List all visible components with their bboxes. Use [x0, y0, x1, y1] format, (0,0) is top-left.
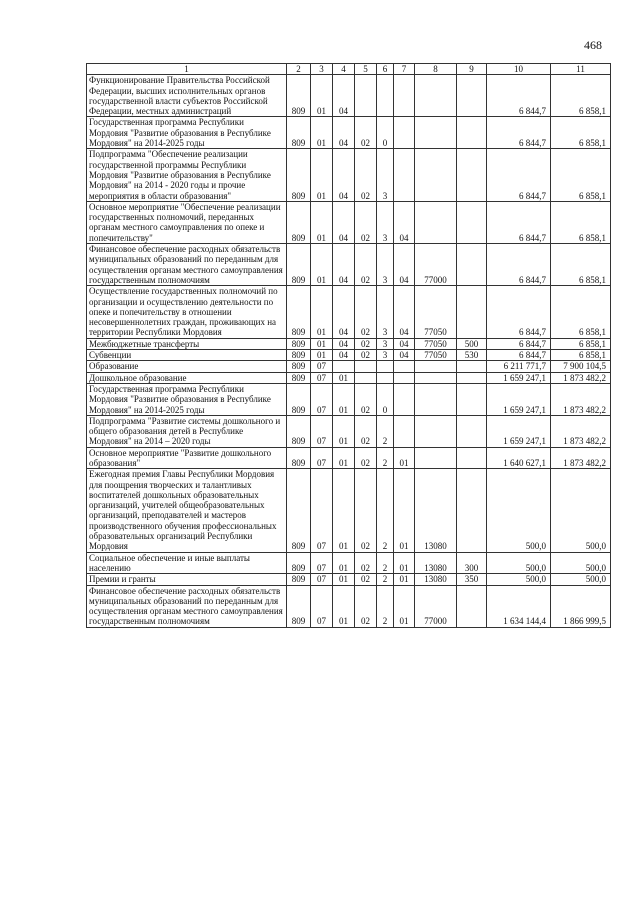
gr-code: 809 — [287, 338, 311, 349]
gr-code: 809 — [287, 201, 311, 243]
event-code — [394, 383, 415, 415]
amount-year-2: 1 873 482,2 — [551, 447, 611, 469]
program-code: 02 — [355, 338, 377, 349]
pr-code: 01 — [333, 552, 355, 574]
program-code — [355, 372, 377, 383]
row-name: Основное мероприятие "Обеспечение реализации государственных полномочий, переданных органам местного самоуправления по опеке и попечительству" — [87, 201, 287, 243]
subprogram-code: 2 — [377, 585, 394, 627]
gr-code: 809 — [287, 415, 311, 447]
amount-year-2: 500,0 — [551, 574, 611, 585]
amount-year-2: 6 858,1 — [551, 244, 611, 286]
direction-code — [415, 149, 457, 201]
gr-code: 809 — [287, 574, 311, 585]
vr-code — [457, 447, 487, 469]
column-header: 2 — [287, 64, 311, 75]
table-row — [87, 552, 611, 574]
direction-code: 13080 — [415, 552, 457, 574]
program-code: 02 — [355, 552, 377, 574]
table-row — [87, 383, 611, 415]
amount-year-2: 500,0 — [551, 469, 611, 552]
column-header: 11 — [551, 64, 611, 75]
direction-code: 13080 — [415, 469, 457, 552]
pr-code — [333, 361, 355, 372]
direction-code — [415, 372, 457, 383]
direction-code — [415, 117, 457, 149]
table-row — [87, 469, 611, 552]
vr-code — [457, 201, 487, 243]
program-code: 02 — [355, 383, 377, 415]
amount-year-1: 6 844,7 — [487, 149, 551, 201]
row-name: Дошкольное образование — [87, 372, 287, 383]
amount-year-2: 500,0 — [551, 552, 611, 574]
direction-code: 77050 — [415, 338, 457, 349]
program-code: 02 — [355, 117, 377, 149]
pr-code: 01 — [333, 415, 355, 447]
column-header: 6 — [377, 64, 394, 75]
pr-code: 01 — [333, 574, 355, 585]
rz-code: 01 — [311, 201, 333, 243]
amount-year-2: 1 873 482,2 — [551, 383, 611, 415]
table-header-row — [87, 64, 611, 75]
pr-code: 01 — [333, 372, 355, 383]
table-row — [87, 361, 611, 372]
amount-year-2: 6 858,1 — [551, 338, 611, 349]
pr-code: 04 — [333, 117, 355, 149]
subprogram-code: 3 — [377, 286, 394, 338]
amount-year-1: 1 659 247,1 — [487, 415, 551, 447]
rz-code: 07 — [311, 574, 333, 585]
program-code: 02 — [355, 447, 377, 469]
vr-code: 350 — [457, 574, 487, 585]
rz-code: 01 — [311, 117, 333, 149]
table-row — [87, 201, 611, 243]
vr-code — [457, 244, 487, 286]
table-row — [87, 149, 611, 201]
amount-year-1: 6 844,7 — [487, 117, 551, 149]
program-code — [355, 361, 377, 372]
subprogram-code: 3 — [377, 338, 394, 349]
subprogram-code — [377, 75, 394, 117]
program-code: 02 — [355, 574, 377, 585]
subprogram-code: 3 — [377, 350, 394, 361]
rz-code: 07 — [311, 415, 333, 447]
amount-year-1: 6 844,7 — [487, 286, 551, 338]
event-code: 04 — [394, 350, 415, 361]
direction-code — [415, 415, 457, 447]
subprogram-code: 3 — [377, 149, 394, 201]
program-code: 02 — [355, 585, 377, 627]
program-code: 02 — [355, 149, 377, 201]
subprogram-code: 3 — [377, 244, 394, 286]
gr-code: 809 — [287, 552, 311, 574]
vr-code — [457, 415, 487, 447]
event-code: 01 — [394, 552, 415, 574]
event-code — [394, 75, 415, 117]
row-name: Финансовое обеспечение расходных обязательств муниципальных образований по переданным для осуществления органам местного самоуправления государственным полномочиям — [87, 585, 287, 627]
vr-code — [457, 117, 487, 149]
amount-year-1: 500,0 — [487, 469, 551, 552]
gr-code: 809 — [287, 117, 311, 149]
row-name: Ежегодная премия Главы Республики Мордовия для поощрения творческих и талантливых воспитателей дошкольных образовательных организаций, учителей общеобразовательных организаций, преподавателей и мастеров производственного обучения профессиональных образовательных организаций Республики Мордовия — [87, 469, 287, 552]
pr-code: 04 — [333, 244, 355, 286]
row-name: Подпрограмма "Обеспечение реализации государственной программы Республики Мордовия "Развитие образования в Республике Мордовия" на 2014 - 2020 годы и прочие мероприятия в области образования" — [87, 149, 287, 201]
row-name: Подпрограмма "Развитие системы дошкольного и общего образования детей в Республике Мордовия" на 2014 – 2020 годы — [87, 415, 287, 447]
vr-code — [457, 75, 487, 117]
subprogram-code: 2 — [377, 574, 394, 585]
vr-code — [457, 149, 487, 201]
vr-code: 530 — [457, 350, 487, 361]
amount-year-2: 6 858,1 — [551, 201, 611, 243]
direction-code: 77000 — [415, 585, 457, 627]
program-code: 02 — [355, 415, 377, 447]
column-header: 10 — [487, 64, 551, 75]
event-code: 01 — [394, 585, 415, 627]
table-row — [87, 286, 611, 338]
amount-year-2: 6 858,1 — [551, 286, 611, 338]
amount-year-1: 1 640 627,1 — [487, 447, 551, 469]
amount-year-2: 6 858,1 — [551, 75, 611, 117]
event-code: 01 — [394, 469, 415, 552]
event-code: 04 — [394, 338, 415, 349]
column-header: 1 — [87, 64, 287, 75]
table-row — [87, 75, 611, 117]
direction-code — [415, 383, 457, 415]
gr-code: 809 — [287, 75, 311, 117]
gr-code: 809 — [287, 286, 311, 338]
event-code: 04 — [394, 244, 415, 286]
rz-code: 01 — [311, 244, 333, 286]
row-name: Субвенции — [87, 350, 287, 361]
amount-year-1: 6 844,7 — [487, 244, 551, 286]
amount-year-1: 500,0 — [487, 552, 551, 574]
pr-code: 04 — [333, 149, 355, 201]
subprogram-code: 2 — [377, 447, 394, 469]
gr-code: 809 — [287, 244, 311, 286]
table-row — [87, 415, 611, 447]
subprogram-code — [377, 372, 394, 383]
rz-code: 01 — [311, 350, 333, 361]
direction-code: 77050 — [415, 286, 457, 338]
pr-code: 04 — [333, 75, 355, 117]
event-code — [394, 117, 415, 149]
program-code: 02 — [355, 469, 377, 552]
table-row — [87, 338, 611, 349]
amount-year-2: 6 858,1 — [551, 149, 611, 201]
table-row — [87, 574, 611, 585]
row-name: Осуществление государственных полномочий по организации и осуществлению деятельности по опеке и попечительству в отношении несовершеннолетних граждан, проживающих на территории Республики Мордовия — [87, 286, 287, 338]
rz-code: 07 — [311, 383, 333, 415]
amount-year-2: 6 858,1 — [551, 117, 611, 149]
row-name: Межбюджетные трансферты — [87, 338, 287, 349]
budget-table — [86, 63, 611, 628]
event-code — [394, 415, 415, 447]
amount-year-2: 1 873 482,2 — [551, 415, 611, 447]
row-name: Государственная программа Республики Мордовия "Развитие образования в Республике Мордовия" на 2014-2025 годы — [87, 383, 287, 415]
gr-code: 809 — [287, 149, 311, 201]
row-name: Социальное обеспечение и иные выплаты населению — [87, 552, 287, 574]
vr-code: 300 — [457, 552, 487, 574]
row-name: Функционирование Правительства Российской Федерации, высших исполнительных органов государственной власти субъектов Российской Федерации, местных администраций — [87, 75, 287, 117]
rz-code: 01 — [311, 75, 333, 117]
pr-code: 04 — [333, 201, 355, 243]
vr-code: 500 — [457, 338, 487, 349]
gr-code: 809 — [287, 447, 311, 469]
direction-code — [415, 361, 457, 372]
event-code: 01 — [394, 447, 415, 469]
row-name: Образование — [87, 361, 287, 372]
gr-code: 809 — [287, 469, 311, 552]
subprogram-code: 3 — [377, 201, 394, 243]
vr-code — [457, 286, 487, 338]
row-name: Государственная программа Республики Мордовия "Развитие образования в Республике Мордовия" на 2014-2025 годы — [87, 117, 287, 149]
pr-code: 04 — [333, 286, 355, 338]
page-number: 468 — [584, 38, 602, 52]
column-header: 5 — [355, 64, 377, 75]
pr-code: 04 — [333, 350, 355, 361]
table-row — [87, 447, 611, 469]
amount-year-2: 6 858,1 — [551, 350, 611, 361]
column-header: 9 — [457, 64, 487, 75]
rz-code: 01 — [311, 149, 333, 201]
pr-code: 01 — [333, 469, 355, 552]
rz-code: 07 — [311, 361, 333, 372]
amount-year-2: 7 900 104,5 — [551, 361, 611, 372]
event-code — [394, 361, 415, 372]
subprogram-code: 0 — [377, 383, 394, 415]
pr-code: 01 — [333, 585, 355, 627]
subprogram-code — [377, 361, 394, 372]
amount-year-2: 1 873 482,2 — [551, 372, 611, 383]
table-row — [87, 372, 611, 383]
rz-code: 07 — [311, 447, 333, 469]
row-name: Основное мероприятие "Развитие дошкольного образования" — [87, 447, 287, 469]
column-header: 3 — [311, 64, 333, 75]
gr-code: 809 — [287, 350, 311, 361]
pr-code: 01 — [333, 383, 355, 415]
column-header: 4 — [333, 64, 355, 75]
gr-code: 809 — [287, 383, 311, 415]
direction-code: 13080 — [415, 574, 457, 585]
direction-code: 77000 — [415, 244, 457, 286]
event-code — [394, 149, 415, 201]
event-code: 04 — [394, 201, 415, 243]
event-code: 04 — [394, 286, 415, 338]
subprogram-code: 2 — [377, 552, 394, 574]
table-row — [87, 585, 611, 627]
column-header: 8 — [415, 64, 457, 75]
vr-code — [457, 383, 487, 415]
program-code: 02 — [355, 201, 377, 243]
row-name: Премии и гранты — [87, 574, 287, 585]
amount-year-1: 6 844,7 — [487, 338, 551, 349]
program-code — [355, 75, 377, 117]
vr-code — [457, 585, 487, 627]
amount-year-1: 6 211 771,7 — [487, 361, 551, 372]
direction-code — [415, 75, 457, 117]
gr-code: 809 — [287, 585, 311, 627]
amount-year-1: 6 844,7 — [487, 350, 551, 361]
pr-code: 04 — [333, 338, 355, 349]
vr-code — [457, 469, 487, 552]
column-header: 7 — [394, 64, 415, 75]
vr-code — [457, 361, 487, 372]
amount-year-1: 1 634 144,4 — [487, 585, 551, 627]
amount-year-1: 6 844,7 — [487, 75, 551, 117]
rz-code: 01 — [311, 338, 333, 349]
rz-code: 07 — [311, 585, 333, 627]
table-row — [87, 117, 611, 149]
table-row — [87, 350, 611, 361]
rz-code: 07 — [311, 469, 333, 552]
rz-code: 07 — [311, 552, 333, 574]
subprogram-code: 0 — [377, 117, 394, 149]
direction-code: 77050 — [415, 350, 457, 361]
program-code: 02 — [355, 286, 377, 338]
vr-code — [457, 372, 487, 383]
amount-year-1: 6 844,7 — [487, 201, 551, 243]
pr-code: 01 — [333, 447, 355, 469]
row-name: Финансовое обеспечение расходных обязательств муниципальных образований по переданным для осуществления органам местного самоуправления государственным полномочиям — [87, 244, 287, 286]
event-code: 01 — [394, 574, 415, 585]
rz-code: 01 — [311, 286, 333, 338]
subprogram-code: 2 — [377, 469, 394, 552]
program-code: 02 — [355, 350, 377, 361]
program-code: 02 — [355, 244, 377, 286]
gr-code: 809 — [287, 361, 311, 372]
rz-code: 07 — [311, 372, 333, 383]
amount-year-1: 1 659 247,1 — [487, 383, 551, 415]
event-code — [394, 372, 415, 383]
subprogram-code: 2 — [377, 415, 394, 447]
amount-year-1: 1 659 247,1 — [487, 372, 551, 383]
direction-code — [415, 201, 457, 243]
table-row — [87, 244, 611, 286]
gr-code: 809 — [287, 372, 311, 383]
amount-year-2: 1 866 999,5 — [551, 585, 611, 627]
direction-code — [415, 447, 457, 469]
amount-year-1: 500,0 — [487, 574, 551, 585]
